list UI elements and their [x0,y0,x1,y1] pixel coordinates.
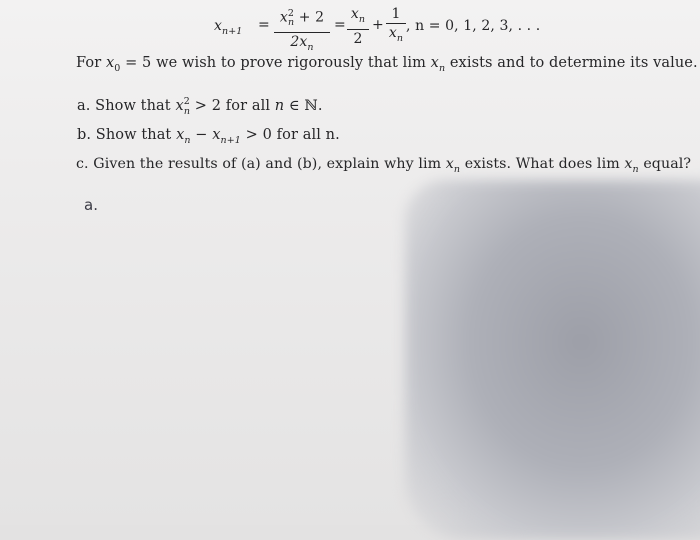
formula-eq2: = [334,17,346,33]
formula-plus: + [372,17,384,33]
formula-eq1: = [258,17,270,33]
part-b: b. Show that $x_n - x_{n+1} > 0$ for all n. [77,127,340,146]
part-a: a. Show that $x^2_n > 2$ for all n ∈ ℕ. [77,96,323,117]
formula-range: , n = 0, 1, 2, 3, . . . [406,18,541,34]
part-c: c. Given the results of (a) and (b), explain why $\lim x_n$ exists. What does $\lim x_n$ equal? [76,156,692,175]
phone-shadow [405,180,700,540]
formula-lhs: $x_{n+1}$ [214,18,243,37]
handwritten-answer-label: a. [84,196,98,214]
intro-text: For $x_0 = 5$ we wish to prove rigorously that $\lim x_n$ exists and to determine its value. [76,55,698,74]
formula-fraction-3: 1 $x_n$ [386,6,406,47]
formula-fraction-2: $x_n$ 2 [347,6,369,47]
formula-fraction-1: $x^2_n + 2$ $2x_n$ [274,6,330,56]
